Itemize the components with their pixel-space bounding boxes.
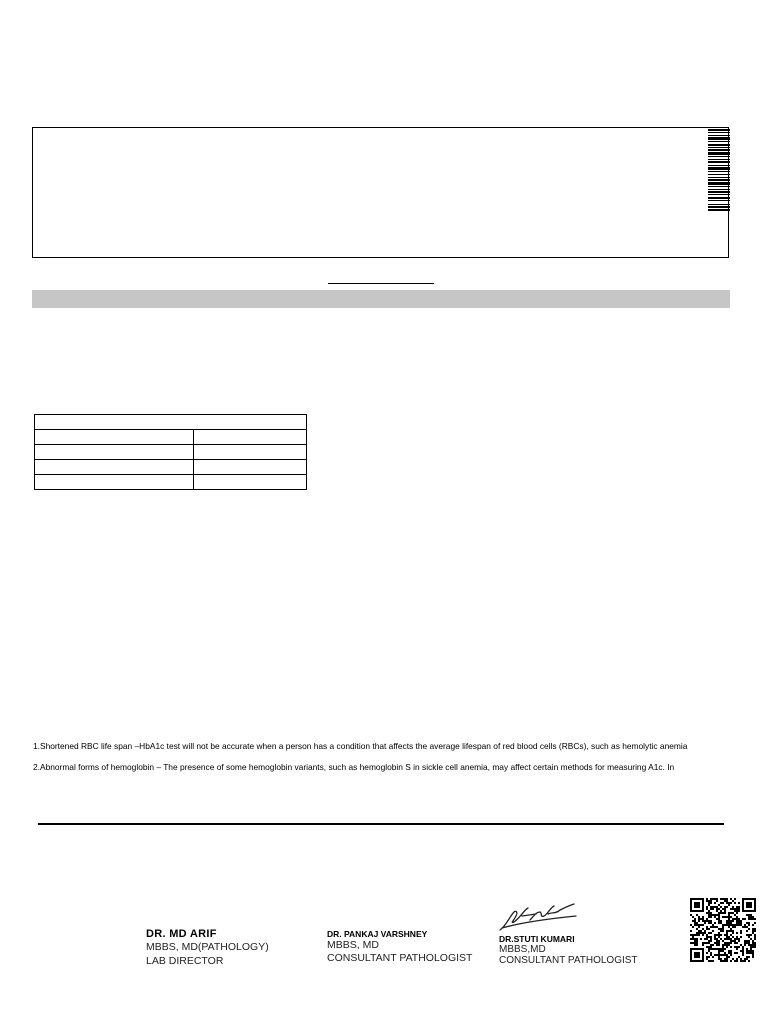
handwritten-signature: [496, 898, 582, 934]
signatory-qualification: MBBS, MD: [327, 939, 379, 951]
signatory-designation: LAB DIRECTOR: [146, 955, 224, 967]
table-cell: [35, 475, 194, 490]
table-cell: [194, 430, 307, 445]
note-shortened-rbc-life-span: 1.Shortened RBC life span –HbA1c test will not be accurate when a person has a condition that affects the average lifespan of red blood cells (RBCs), such as hemolytic anemia: [33, 741, 688, 751]
table-cell: [35, 445, 194, 460]
section-header-bar: [32, 290, 730, 308]
signatory-name: DR. PANKAJ VARSHNEY: [327, 929, 428, 939]
table-row: [35, 475, 307, 490]
qr-code-icon: [690, 898, 756, 962]
table-header-row: [35, 415, 307, 430]
table-cell: [35, 430, 194, 445]
table-cell: [194, 445, 307, 460]
signatory-consultant-2: [499, 934, 638, 966]
barcode-icon: [708, 129, 730, 239]
patient-info-box: [32, 127, 729, 258]
signatory-qualification: MBBS,MD: [499, 944, 546, 955]
table-cell: [35, 460, 194, 475]
footer-divider: [38, 823, 724, 825]
table-row: [35, 430, 307, 445]
signatory-qualification: MBBS, MD(PATHOLOGY): [146, 941, 269, 953]
table-cell: [194, 460, 307, 475]
table-cell: [194, 475, 307, 490]
table-row: [35, 445, 307, 460]
note-abnormal-hemoglobin: 2.Abnormal forms of hemoglobin – The presence of some hemoglobin variants, such as hemoglobin S in sickle cell anemia, may affect certain methods for measuring A1c. In: [33, 762, 675, 772]
report-title-underline: [328, 283, 434, 284]
table-cell: [35, 415, 307, 430]
signatory-consultant-1: [327, 929, 472, 965]
signatory-name: DR. MD ARIF: [146, 928, 217, 940]
results-table: [34, 414, 307, 490]
signatory-name: DR.STUTI KUMARI: [499, 934, 575, 944]
signatory-designation: CONSULTANT PATHOLOGIST: [499, 955, 638, 966]
table-row: [35, 460, 307, 475]
signatory-lab-director: [146, 928, 269, 968]
signatory-designation: CONSULTANT PATHOLOGIST: [327, 952, 473, 964]
